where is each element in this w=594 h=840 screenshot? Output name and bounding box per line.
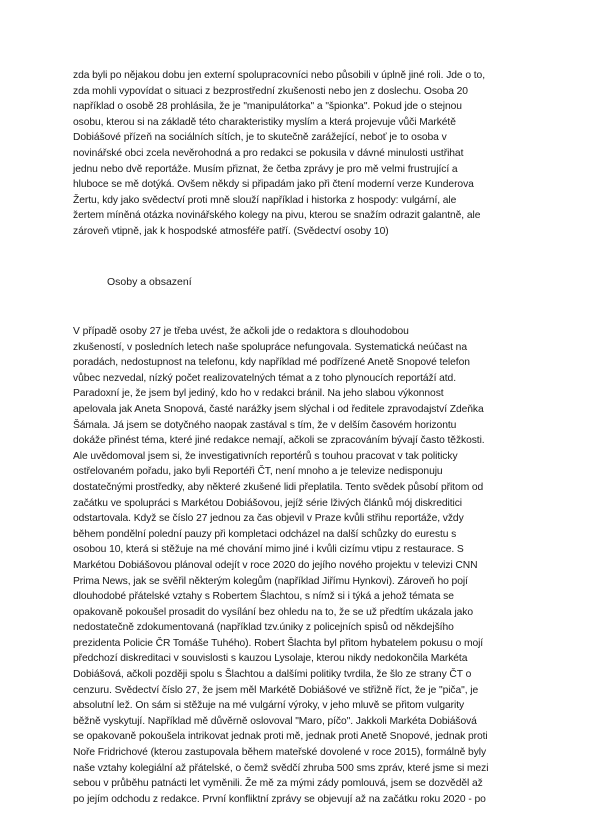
paragraph-continuation: zda byli po nějakou dobu jen externí spolupracovníci nebo působili v úplně jiné roli. Jde o to, zda mohli vypovídat o situaci z bezprostřední zkušenosti nebo jen z doslechu. Osoba 20 například o osobě 28 prohlásila, že je "manipulátorka" a "špionka". Pokud jde o stejnou osobu, kterou si na základě této charakteristiky myslím a která projevuje vůči Markétě Dobiášové přízeň na sociálních sítích, je to skutečně zarážející, neboť je to osoba v novinářské obci zcela nevěrohodná a pro redakci se pokusila v dávné minulosti ustřihat jednu nebo dvě reportáže. Musím přiznat, že četba zprávy je pro mě velmi frustrující a hluboce se mě dotýká. Ovšem někdy si připadám jako při čtení moderní verze Kunderova Žertu, kdy jako svědectví proti mně slouží například i historka z hospody: vulgární, ale žertem míněná otázka novinářského kolegy na pivu, kterou se snažím odrazit galantně, ale zároveň vtipně, jak k hospodské atmosféře patří. (Svědectví osoby 10): [73, 70, 485, 237]
paragraph-main: V případě osoby 27 je třeba uvést, že ačkoli jde o redaktora s dlouhodobou zkušeností, v posledních letech naše spolupráce nefungovala. Systematická neúčast na poradách, nedostupnost na telefonu, kdy například mé podřízené Anetě Snopové telefon vůbec nezvedal, nízký počet realizovatelných témat a z toho plynoucích reportáží atd. Paradoxní je, že jsem byl jediný, kdo ho v redakci bránil. Na jeho slabou výkonnost apelovala jak Aneta Snopová, časté narážky jsem slýchal i od ředitele zpravodajství Zdeňka Šámala. Já jsem se dotyčného naopak zastával s tím, že v delším časovém horizontu dokáže přinést téma, které jiné redakce nemají, ačkoli se zpracováním bývají často těžkosti. Ale uvědomoval jsem si, že investigativních reportérů s touhou pracovat v tak politicky ostřelovaném pořadu, jako byli Reportéři ČT, není mnoho a je televize nedisponuju dostatečnými prostředky, aby některé zkušené lidi přeplatila. Tento svědek působí přitom od začátku ve spolupráci s Markétou Dobiášovou, jejíž série lživých článků mój diskreditici odstartovala. Když se číslo 27 jednou za čas objevil v Praze kvůli střihu reportáže, vždy během pondělní polední pauzy při kompletaci odcházel na další schůzky do eurestu s osobou 10, která si stěžuje na mé chování mimo jiné i kvůli cizímu vtipu z restaurace. S Markétou Dobiášovou plánoval odejít v roce 2020 do jejího nového projektu v televizi CNN Prima News, jak se svěřil některým kolegům (například Jiřímu Hynkovi). Zároveň ho pojí dlouhodobé přátelské vztahy s Robertem Šlachtou, s nímž si i týká a jehož témata se opakovaně pokoušel prosadit do vysílání bez ohledu na to, že se už předtím ukázala jako nedostatečně zdokumentovaná (například tzv.úniky z policejních spisů od někdejšího prezidenta Policie ČR Tomáše Tuhého). Robert Šlachta byl přitom hybatelem pokusu o mojí předchozí diskreditaci v souvislosti s kauzou Lysolaje, kterou nikdy nedokončila Markéta Dobiášová, ačkoli později spolu s Šlachtou a dalšími politiky tvrdila, že šlo ze strany ČT o cenzuru. Svědectví číslo 27, že jsem měl Markétě Dobiášové ve střižně říct, že je "piča", je absolutní lež. On sám si stěžuje na mé vulgární výroky, v jeho mluvě se přitom vulgarity běžně vyskytují. Například mě důvěrně oslovoval "Maro, píčo". Jakkoli Markéta Dobiášová se opakovaně pokoušela intrikovat jednak proti mě, jednak proti Anetě Snopové, jednak proti Noře Fridrichové (kterou zastupovala během mateřské dovolené v roce 2015), formálně byly naše vztahy kolegiální až přátelské, o čemž svědčí zhruba 500 sms zpráv, které jsme si mezi sebou v průběhu patnácti let vyměnili. Že mě za mými zády pomlouvá, jsem se dozvěděl až po jejím odchodu z redakce. První konfliktní zprávy se objevují až na začátku roku 2020 - po: [73, 326, 489, 805]
section-heading: Osoby a obsazení: [107, 276, 192, 288]
